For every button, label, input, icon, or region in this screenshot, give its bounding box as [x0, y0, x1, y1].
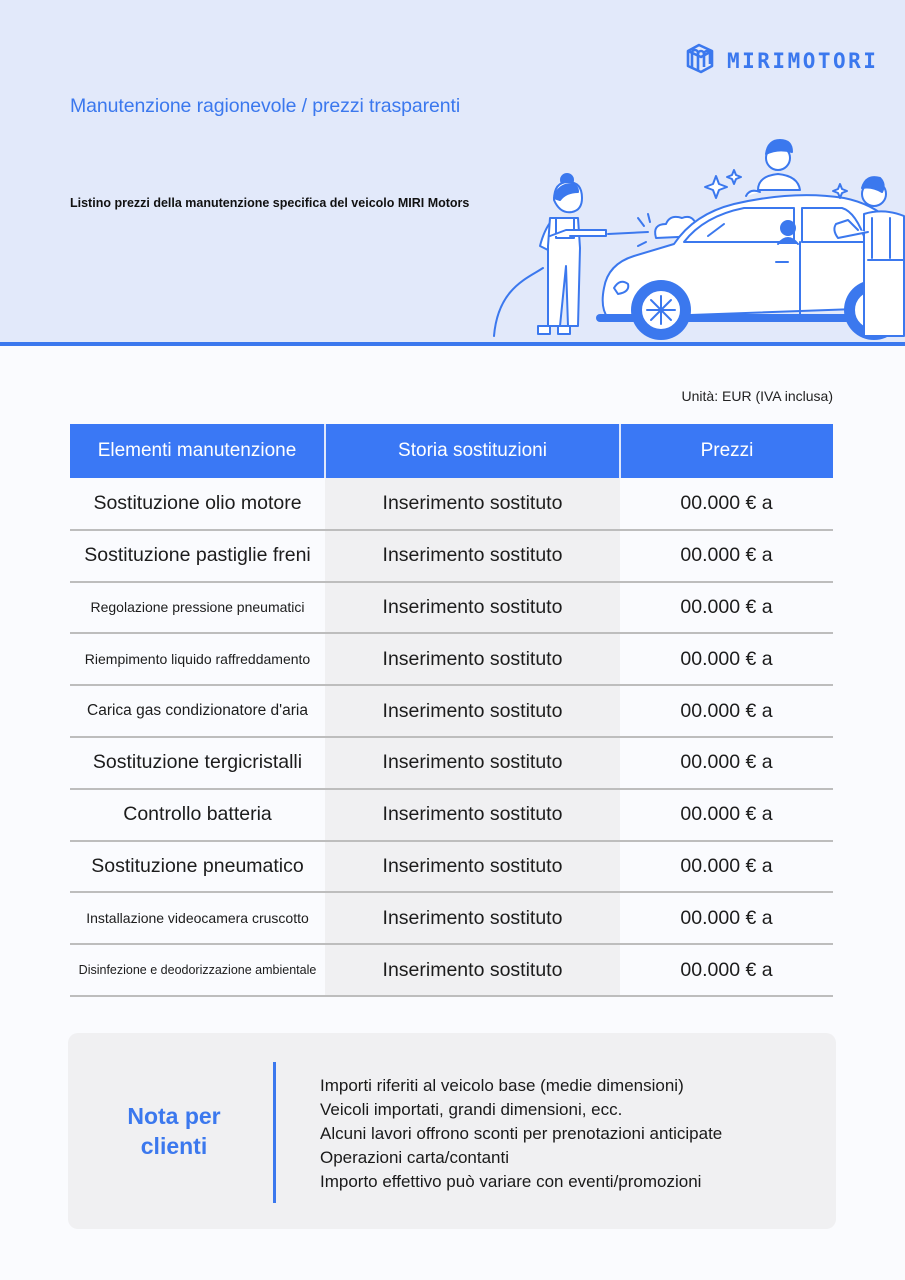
table-row: [70, 582, 833, 634]
table-row: [70, 685, 833, 737]
item-cell: Regolazione pressione pneumatici: [70, 582, 325, 634]
table-row: [70, 530, 833, 582]
note-item: Alcuni lavori offrono sconti per prenotazioni anticipate: [320, 1124, 723, 1143]
item-cell: Sostituzione tergicristalli: [70, 737, 325, 789]
history-cell: Inserimento sostituto: [325, 841, 620, 893]
price-cell: 00.000 € a: [620, 478, 833, 530]
column-header-items: Elementi manutenzione: [70, 424, 325, 478]
history-cell: Inserimento sostituto: [325, 737, 620, 789]
price-cell: 00.000 € a: [620, 685, 833, 737]
note-item: Importi riferiti al veicolo base (medie dimensioni): [320, 1076, 684, 1095]
note-title-line: clienti: [140, 1133, 208, 1159]
price-cell: 00.000 € a: [620, 789, 833, 841]
item-cell: Sostituzione olio motore: [70, 478, 325, 530]
table-row: [70, 737, 833, 789]
customer-note-box: [68, 1033, 836, 1229]
price-cell: 00.000 € a: [620, 944, 833, 996]
price-cell: 00.000 € a: [620, 737, 833, 789]
price-cell: 00.000 € a: [620, 892, 833, 944]
item-cell: Disinfezione e deodorizzazione ambientale: [70, 944, 325, 996]
item-cell: Controllo batteria: [70, 789, 325, 841]
history-cell: Inserimento sostituto: [325, 944, 620, 996]
table-row: [70, 789, 833, 841]
price-cell: 00.000 € a: [620, 530, 833, 582]
table-header-row: [70, 424, 833, 478]
history-cell: Inserimento sostituto: [325, 685, 620, 737]
column-header-prices: Prezzi: [620, 424, 833, 478]
car-wash-illustration: [488, 138, 905, 347]
table-row: [70, 892, 833, 944]
history-cell: Inserimento sostituto: [325, 478, 620, 530]
price-cell: 00.000 € a: [620, 582, 833, 634]
note-item: Veicoli importati, grandi dimensioni, ecc.: [320, 1100, 623, 1119]
page-headline: Manutenzione ragionevole / prezzi trasparenti: [70, 95, 461, 117]
note-list: [320, 1074, 722, 1194]
note-item: Operazioni carta/contanti: [320, 1148, 509, 1167]
item-cell: Carica gas condizionatore d'aria: [70, 685, 325, 737]
unit-note: Unità: EUR (IVA inclusa): [681, 388, 833, 404]
item-cell: Sostituzione pneumatico: [70, 841, 325, 893]
item-cell: Riempimento liquido raffreddamento: [70, 633, 325, 685]
note-title: [106, 1101, 242, 1161]
item-cell: Sostituzione pastiglie freni: [70, 530, 325, 582]
note-item: Importo effettivo può variare con eventi/promozioni: [320, 1172, 702, 1191]
brand-logo: [685, 42, 878, 79]
table-row: [70, 478, 833, 530]
note-divider: [273, 1062, 276, 1203]
history-cell: Inserimento sostituto: [325, 892, 620, 944]
price-cell: 00.000 € a: [620, 841, 833, 893]
table-row: [70, 633, 833, 685]
history-cell: Inserimento sostituto: [325, 530, 620, 582]
item-cell: Installazione videocamera cruscotto: [70, 892, 325, 944]
table-row: [70, 944, 833, 996]
price-table: [70, 424, 833, 997]
cube-stripes-icon: [685, 42, 715, 79]
history-cell: Inserimento sostituto: [325, 633, 620, 685]
history-cell: Inserimento sostituto: [325, 582, 620, 634]
price-cell: 00.000 € a: [620, 633, 833, 685]
history-cell: Inserimento sostituto: [325, 789, 620, 841]
note-title-line: Nota per: [127, 1103, 221, 1129]
column-header-history: Storia sostituzioni: [325, 424, 620, 478]
brand-name: MIRIMOTORI: [727, 48, 879, 73]
page-subheadline: Listino prezzi della manutenzione specifica del veicolo MIRI Motors: [70, 196, 470, 210]
table-row: [70, 841, 833, 893]
